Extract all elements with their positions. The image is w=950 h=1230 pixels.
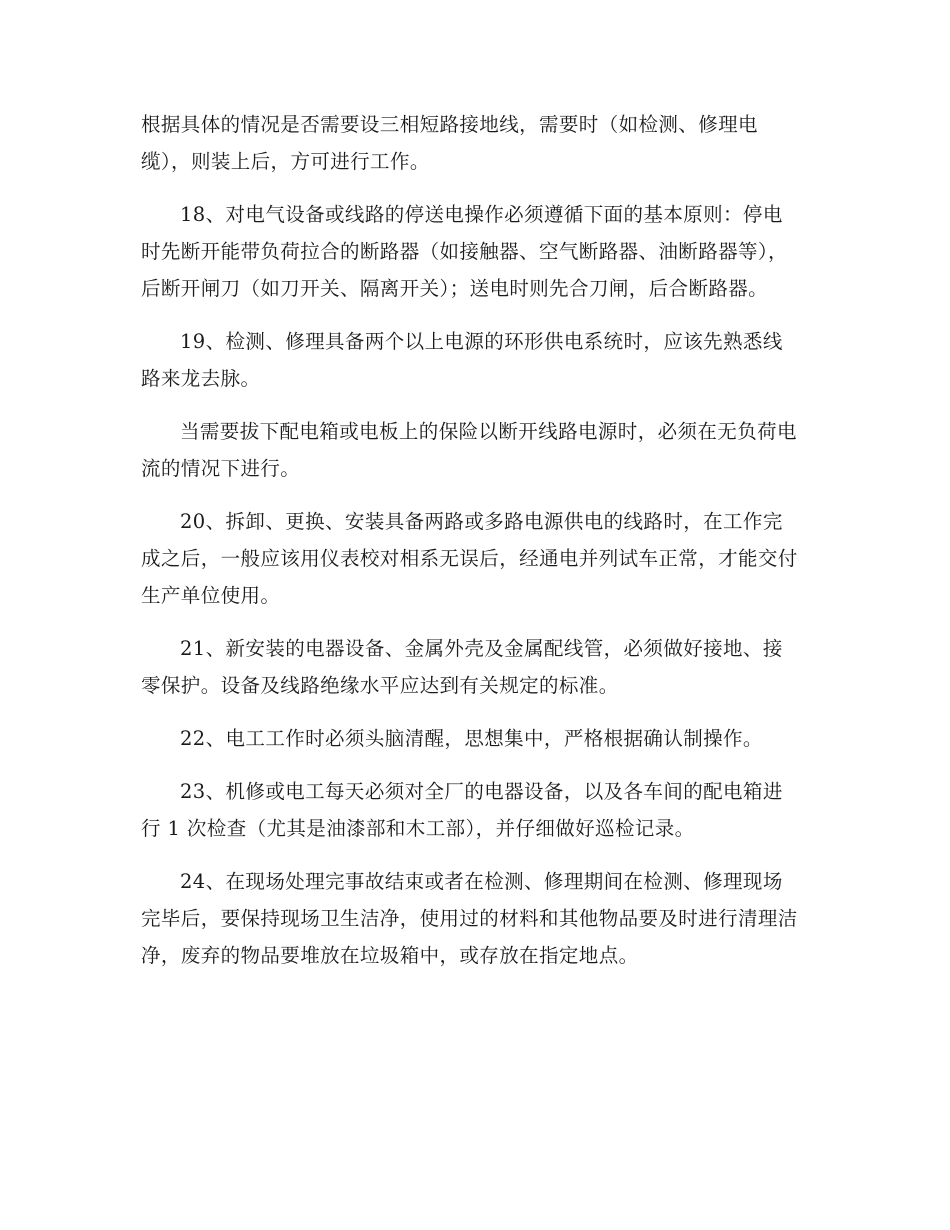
- paragraph-fuse: 当需要拔下配电箱或电板上的保险以断开线路电源时，必须在无负荷电流的情况下进行。: [141, 420, 797, 480]
- paragraph-19: 19、检测、修理具备两个以上电源的环形供电系统时，应该先熟悉线路来龙去脉。: [141, 330, 783, 390]
- paragraph-20: 20、拆卸、更换、安装具备两路或多路电源供电的线路时，在工作完成之后，一般应该用仪表校对相系无误后，经通电并列试车正常，才能交付生产单位使用。: [141, 510, 798, 607]
- paragraph-22: 22、电工工作时必须头脑清醒，思想集中，严格根据确认制操作。: [180, 727, 763, 750]
- document-body: [141, 106, 801, 990]
- paragraph-24: 24、在现场处理完事故结束或者在检测、修理期间在检测、修理现场完毕后，要保持现场卫生洁净，使用过的材料和其他物品要及时进行清理洁净，废弃的物品要堆放在垃圾箱中，或存放在指定地点。: [141, 870, 798, 967]
- paragraph-21: 21、新安装的电器设备、金属外壳及金属配线管，必须做好接地、接零保护。设备及线路绝缘水平应达到有关规定的标准。: [141, 637, 783, 697]
- paragraph-ground-wire: 根据具体的情况是否需要设三相短路接地线，需要时（如检测、修理电缆），则装上后，方可进行工作。: [141, 113, 758, 173]
- paragraph-18: 18、对电气设备或线路的停送电操作必须遵循下面的基本原则：停电时先断开能带负荷拉合的断路器（如接触器、空气断路器、油断路器等），后断开闸刀（如刀开关、隔离开关）；送电时则先合刀闸，后合断路器。: [141, 203, 788, 300]
- paragraph-23: 23、机修或电工每天必须对全厂的电器设备，以及各车间的配电箱进行 1 次检查（尤其是油漆部和木工部），并仔细做好巡检记录。: [141, 780, 783, 840]
